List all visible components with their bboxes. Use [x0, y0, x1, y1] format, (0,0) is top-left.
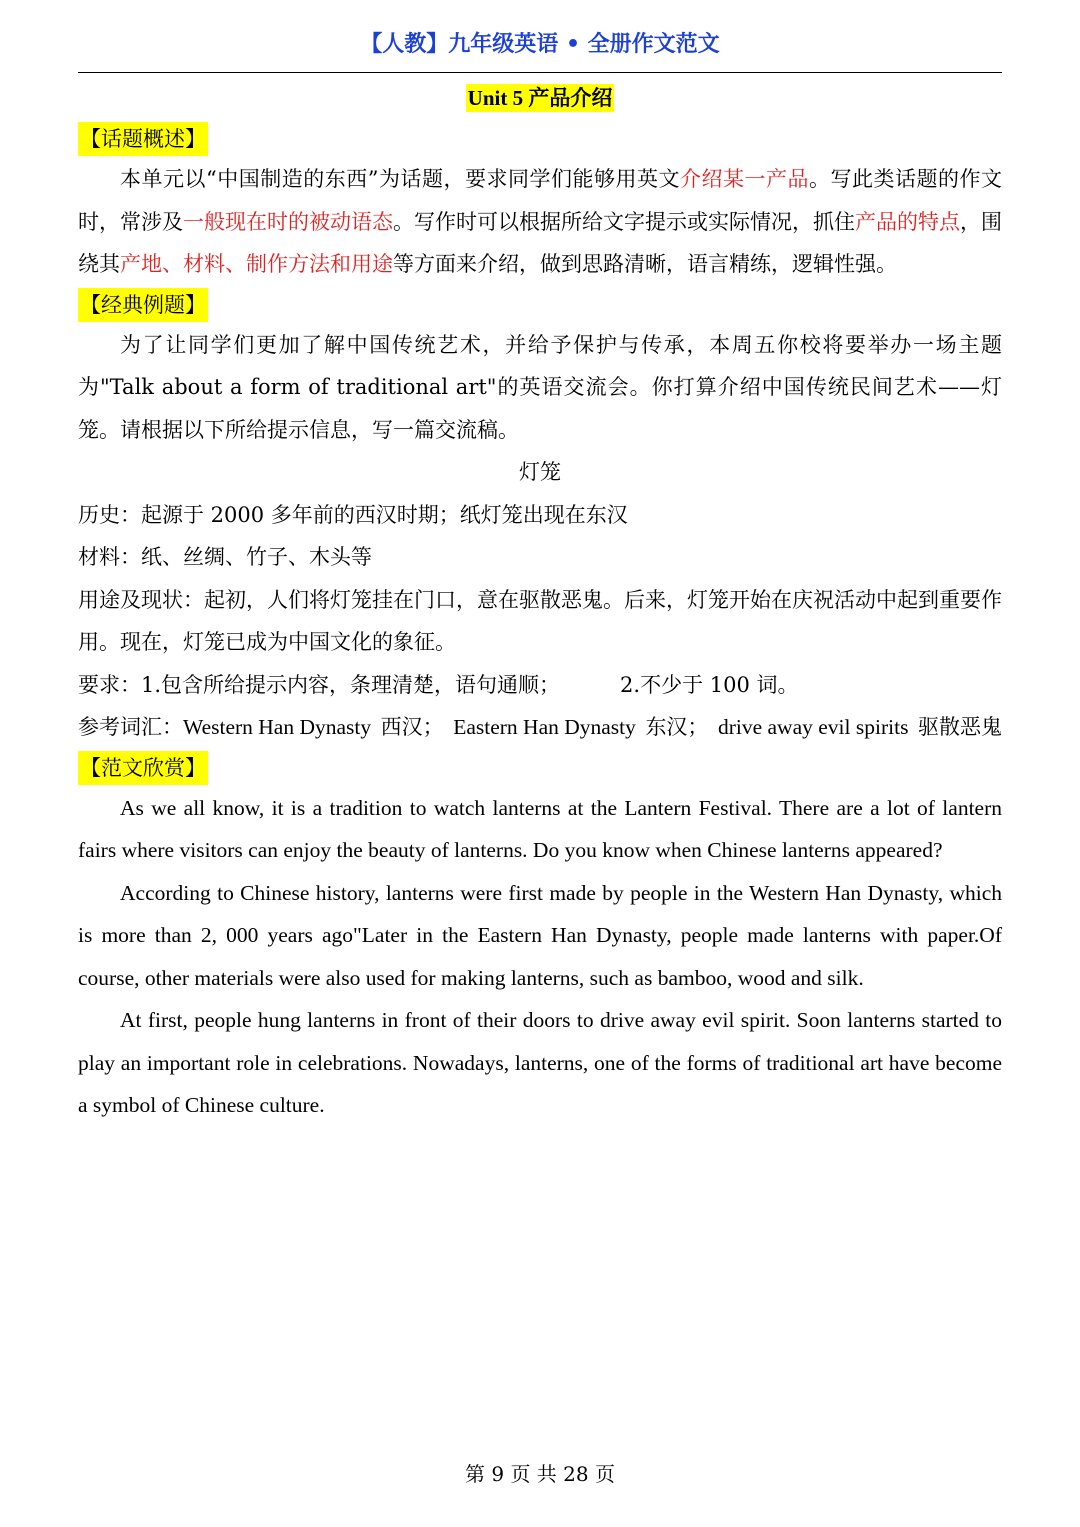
vocab-1-cn: 西汉； [380, 715, 444, 739]
overview-text-4: ，围绕其 [78, 209, 1002, 276]
section-label-overview: 【话题概述】 [78, 122, 208, 156]
overview-text-5: 等方面来介绍，做到思路清晰，语言精练，逻辑性强。 [393, 252, 897, 276]
section-label-model-essay: 【范文欣赏】 [78, 751, 208, 785]
vocab-3-cn: 驱散恶鬼 [917, 715, 1002, 739]
example-materials: 材料：纸、丝绸、竹子、木头等 [78, 545, 372, 569]
example-heading: 灯笼 [519, 460, 561, 484]
vocab-2-cn: 东汉； [645, 715, 709, 739]
example-history: 历史：起源于 2000 多年前的西汉时期；纸灯笼出现在东汉 [78, 502, 628, 527]
vocab-prefix: 参考词汇： [78, 715, 183, 739]
example-intro: 为了让同学们更加了解中国传统艺术，并给予保护与传承，本周五你校将要举办一场主题为"Talk about a form of traditional art"的英语交流会。你打算介绍中国传统民间艺术——灯笼。请根据以下所给提示信息，写一篇交流稿。 [78, 332, 1002, 442]
unit-title-text: Unit 5 产品介绍 [467, 86, 613, 110]
overview-text-1: 本单元以“中国制造的东西”为话题，要求同学们能够用英文 [120, 167, 680, 191]
vocab-2-en: Eastern Han Dynasty [453, 715, 636, 739]
essay-paragraph-2: According to Chinese history, lanterns were first made by people in the Western Han Dynasty, which is more than 2, 000 years ago"Later in the Eastern Han Dynasty, people made lanterns with paper.Of course, other materials were also used for making lanterns, such as bamboo, wood and silk. [78, 880, 1002, 990]
document-body [78, 120, 1002, 1127]
essay-paragraph-1: As we all know, it is a tradition to watch lanterns at the Lantern Festival. There are a lot of lantern fairs where visitors can enjoy the beauty of lanterns. Do you know when Chinese lanterns appeared? [78, 795, 1002, 862]
overview-text-2: 。写此类话题的作文时，常涉及 [78, 167, 1003, 234]
unit-title [0, 82, 1080, 116]
overview-highlight-2: 一般现在时的被动语态 [183, 209, 393, 234]
page-footer: 第 9 页 共 28 页 [465, 1462, 615, 1486]
section-label-example: 【经典例题】 [78, 288, 208, 322]
overview-paragraph [78, 158, 1002, 286]
requirement-2: 2.不少于 100 词。 [620, 672, 799, 697]
overview-text-3: 。写作时可以根据所给文字提示或实际情况，抓住 [393, 209, 855, 234]
example-usage: 用途及现状：起初，人们将灯笼挂在门口，意在驱散恶鬼。后来，灯笼开始在庆祝活动中起到重要作用。现在，灯笼已成为中国文化的象征。 [78, 587, 1002, 654]
essay-paragraph-3: At first, people hung lanterns in front of their doors to drive away evil spirit. Soon lanterns started to play an important role in celebrations. Nowadays, lanterns, one of the forms of traditional art have become a symbol of Chinese culture. [78, 1008, 1002, 1117]
example-vocabulary [78, 706, 1002, 749]
vocab-1-en: Western Han Dynasty [183, 715, 372, 739]
overview-highlight-4: 产地、材料、制作方法和用途 [120, 252, 393, 276]
overview-highlight-1: 介绍某一产品 [679, 167, 809, 191]
example-requirements [78, 664, 1002, 707]
header-divider [78, 72, 1002, 73]
vocab-3-en: drive away evil spirits [717, 715, 909, 739]
overview-highlight-3: 产品的特点 [855, 209, 960, 234]
vocab-prefix-and-first [78, 706, 371, 749]
requirement-1: 要求：1.包含所给提示内容，条理清楚，语句通顺； [78, 672, 561, 697]
page-header-title: 【人教】九年级英语 • 全册作文范文 [360, 32, 720, 57]
